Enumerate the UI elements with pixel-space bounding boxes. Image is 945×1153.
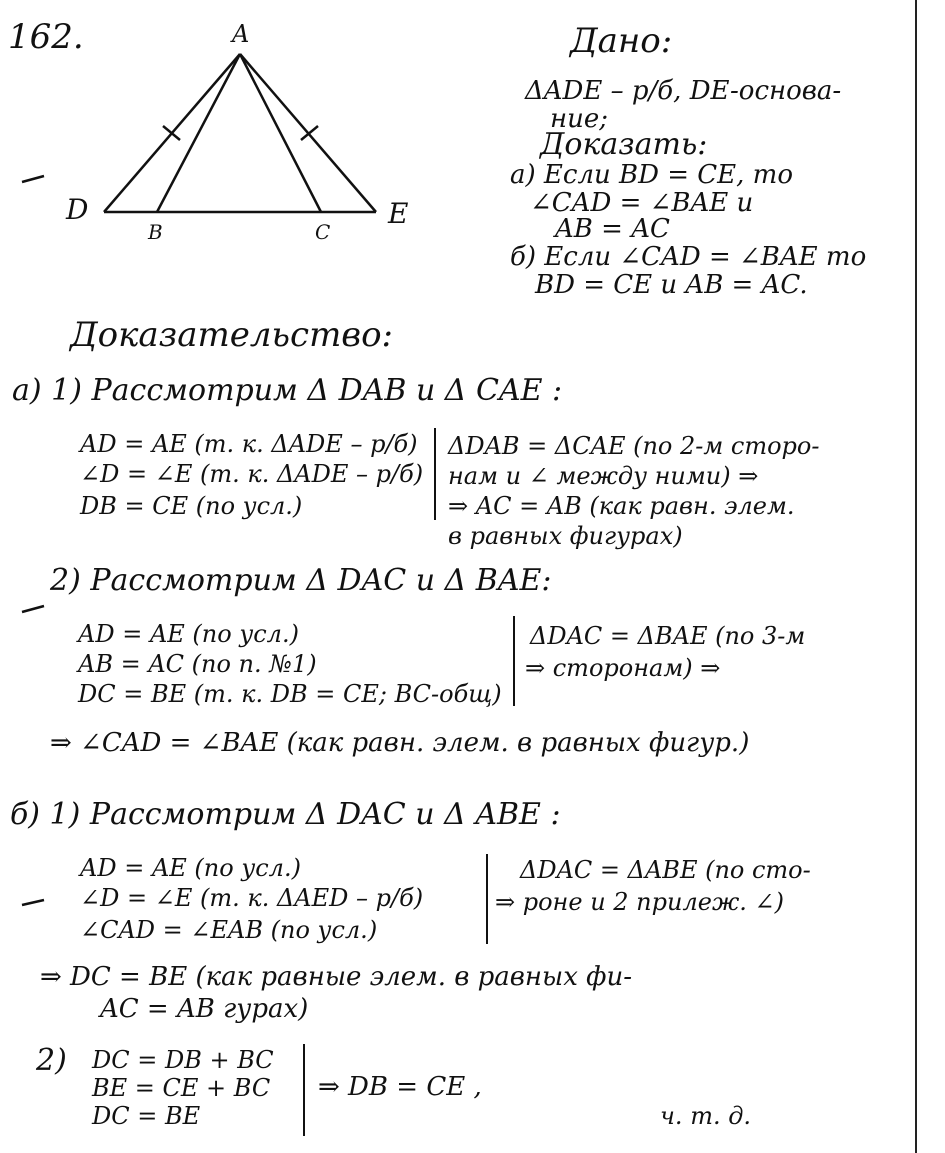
conclusion-line: нам и ∠ между ними) ⇒	[448, 462, 759, 490]
condition-line: AD = AE (т. к. ΔADE – р/б)	[80, 430, 418, 458]
point-label-b: B	[148, 220, 163, 244]
conclusion-line: ΔDAB = ΔCAE (по 2-м сторо-	[448, 432, 820, 460]
condition-line: BE = CE + BC	[92, 1074, 271, 1102]
prove-title: Доказать:	[540, 127, 708, 162]
part-b-result: ⇒ DC = BE (как равные элем. в равных фи-	[40, 962, 633, 992]
condition-line: DC = BE (т. к. DB = CE; BC-общ)	[78, 680, 502, 708]
margin-dash	[22, 900, 44, 905]
condition-line: AD = AE (по усл.)	[80, 854, 301, 882]
system-bracket	[486, 854, 488, 944]
segment-ab	[157, 54, 240, 212]
vertex-label-e: E	[388, 197, 409, 230]
problem-number: 162.	[8, 17, 84, 57]
condition-line: ∠D = ∠E (т. к. ΔAED – р/б)	[80, 884, 424, 912]
conclusion-line: ⇒ роне и 2 прилеж. ∠)	[495, 888, 784, 916]
vertex-label-a: A	[232, 20, 250, 48]
condition-line: AB = AC (по п. №1)	[78, 650, 317, 678]
qed-mark: ч. т. д.	[660, 1102, 752, 1130]
part-b-step1-heading: б) 1) Рассмотрим Δ DAC и Δ ABE :	[10, 797, 561, 832]
vertex-label-d: D	[66, 193, 89, 226]
part-b-step2-label: 2)	[36, 1043, 67, 1078]
part-a-step2-heading: 2) Рассмотрим Δ DAC и Δ BAE:	[50, 563, 552, 598]
part-b-result: AC = AB гурах)	[100, 994, 309, 1024]
system-bracket	[434, 428, 436, 520]
prove-line: ∠CAD = ∠BAE и	[530, 188, 754, 218]
point-label-c: C	[315, 220, 331, 244]
conclusion-line: в равных фигурах)	[448, 522, 683, 550]
given-line: ние;	[550, 104, 609, 134]
given-title: Дано:	[570, 21, 673, 61]
prove-line: BD = CE и AB = AC.	[535, 270, 808, 300]
conclusion-line: ⇒ AC = AB (как равн. элем.	[448, 492, 795, 520]
part-b-conclusion: ⇒ DB = CE ,	[318, 1072, 482, 1102]
system-bracket	[513, 616, 515, 706]
condition-line: DC = DB + BC	[92, 1046, 274, 1074]
part-a-step1-heading: а) 1) Рассмотрим Δ DAB и Δ CAE :	[12, 373, 563, 408]
condition-line: DC = BE	[92, 1102, 201, 1130]
conclusion-line: ⇒ сторонам) ⇒	[525, 654, 721, 682]
condition-line: DB = CE (по усл.)	[80, 492, 303, 520]
given-line: ΔADE – р/б, DE-основа-	[525, 76, 842, 106]
margin-dash	[22, 606, 44, 612]
condition-line: ∠D = ∠E (т. к. ΔADE – р/б)	[80, 460, 424, 488]
prove-line: а) Если BD = CE, то	[510, 160, 793, 190]
prove-line: AB = AC	[555, 214, 670, 244]
system-bracket	[303, 1044, 305, 1136]
conclusion-line: ΔDAC = ΔABE (по сто-	[520, 856, 811, 884]
condition-line: AD = AE (по усл.)	[78, 620, 299, 648]
proof-title: Доказательство:	[70, 315, 394, 355]
condition-line: ∠CAD = ∠EAB (по усл.)	[80, 916, 378, 944]
prove-line: б) Если ∠CAD = ∠BAE то	[510, 242, 867, 272]
conclusion-line: ΔDAC = ΔBAE (по 3-м	[530, 622, 806, 650]
margin-dash	[22, 176, 44, 182]
part-a-result: ⇒ ∠CAD = ∠BAE (как равн. элем. в равных фигур.)	[50, 728, 750, 758]
